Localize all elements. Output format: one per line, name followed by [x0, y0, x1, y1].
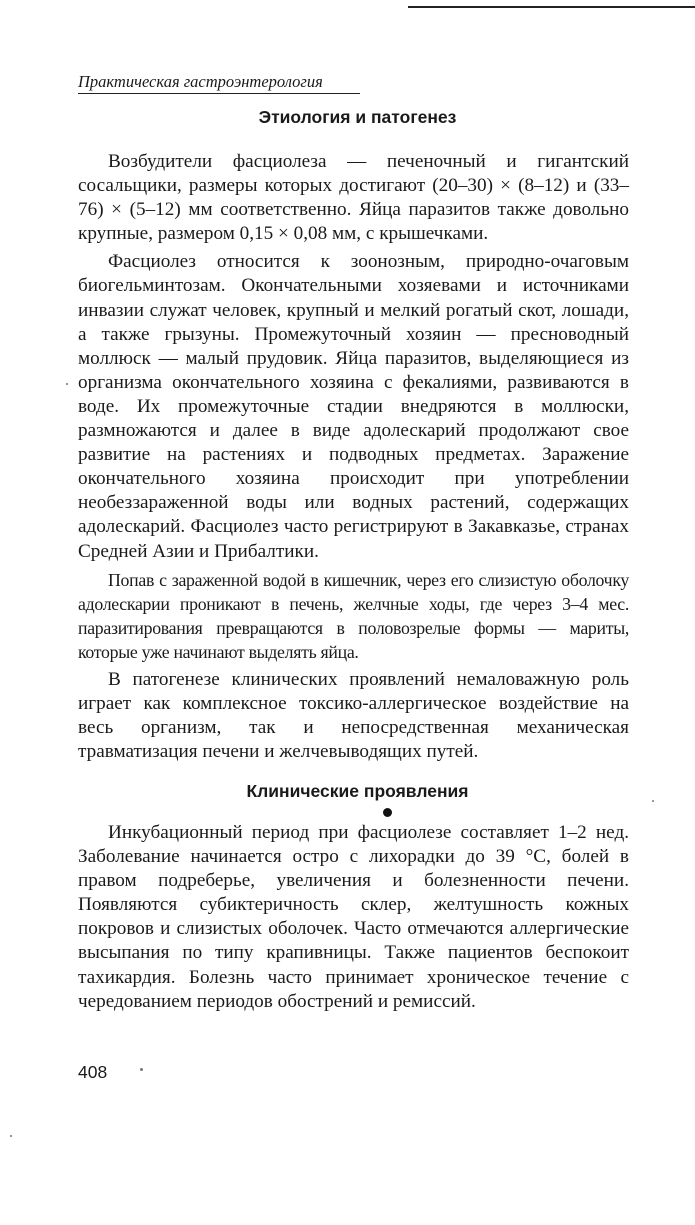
running-head: Практическая гастроэнтерология — [78, 72, 360, 94]
paragraph: Возбудители фасциолеза — печеночный и гигантский сосальщики, размеры которых достигают (20–30) × (8–12) и (33–76) × (5–12) мм соответственно. Яйца паразитов также довольно крупные, размером 0,15 × 0,08 мм, с крышечками. — [78, 151, 629, 245]
paragraph: Фасциолез относится к зоонозным, природно-очаговым биогельминтозам. Окончательными хозяевами и источниками инвазии служат человек, крупный и мелкий рогатый скот, лошади, а также грызуны. Промежуточный хозяин — пресноводный моллюск — малый прудовик. Яйца паразитов, выделяющиеся из организма окончательного хозяина с фекалиями, развиваются в воде. Их промежуточные стадии внедряются в моллюски, размножаются и далее в виде адолескарий продолжают свое развитие на растениях и подводных предметах. Заражение окончательного хозяина происходит при употреблении необеззараженной воды или водных растений, содержащих адолескарий. Фасциолез часто регистрируют в Закавказье, странах Средней Азии и Прибалтики. — [78, 251, 629, 562]
paragraph: Инкубационный период при фасциолезе составляет 1–2 нед. Заболевание начинается остро с лихорадки до 39 °С, болей в правом подреберье, увеличения и болезненности печени. Появляются субиктеричность склер, желтушность кожных покровов и слизистых оболочек. Часто отмечаются аллергические высыпания по типу крапивницы. Также пациентов беспокоит тахикардия. Болезнь часто принимает хроническое течение с чередованием периодов обострений и ремиссий. — [78, 822, 629, 1012]
page-number: 408 — [78, 1062, 108, 1082]
scan-speck — [652, 800, 654, 802]
scan-speck — [66, 383, 68, 385]
scan-speck — [10, 1135, 12, 1137]
scan-speck — [140, 1068, 143, 1071]
section-heading-etiology: Этиология и патогенез — [258, 107, 457, 127]
section-clinical-body — [78, 821, 629, 1018]
paragraph: В патогенезе клинических проявлений немаловажную роль играет как комплексное токсико-аллергическое воздействие на весь организм, так и непосредственная механическая травматизация печени и желчевыводящих путей. — [78, 668, 629, 763]
ink-dot — [383, 808, 392, 817]
section-heading-clinical: Клинические проявления — [246, 781, 469, 801]
top-rule — [408, 6, 695, 8]
section-etiology-body — [78, 150, 629, 768]
paragraph: Попав с зараженной водой в кишечник, через его слизистую оболочку адолескарии проникают в печень, желчные ходы, где через 3–4 мес. паразитирования превращаются в половозрелые формы — мариты, которые уже начинают выделять яйца. — [78, 569, 629, 662]
